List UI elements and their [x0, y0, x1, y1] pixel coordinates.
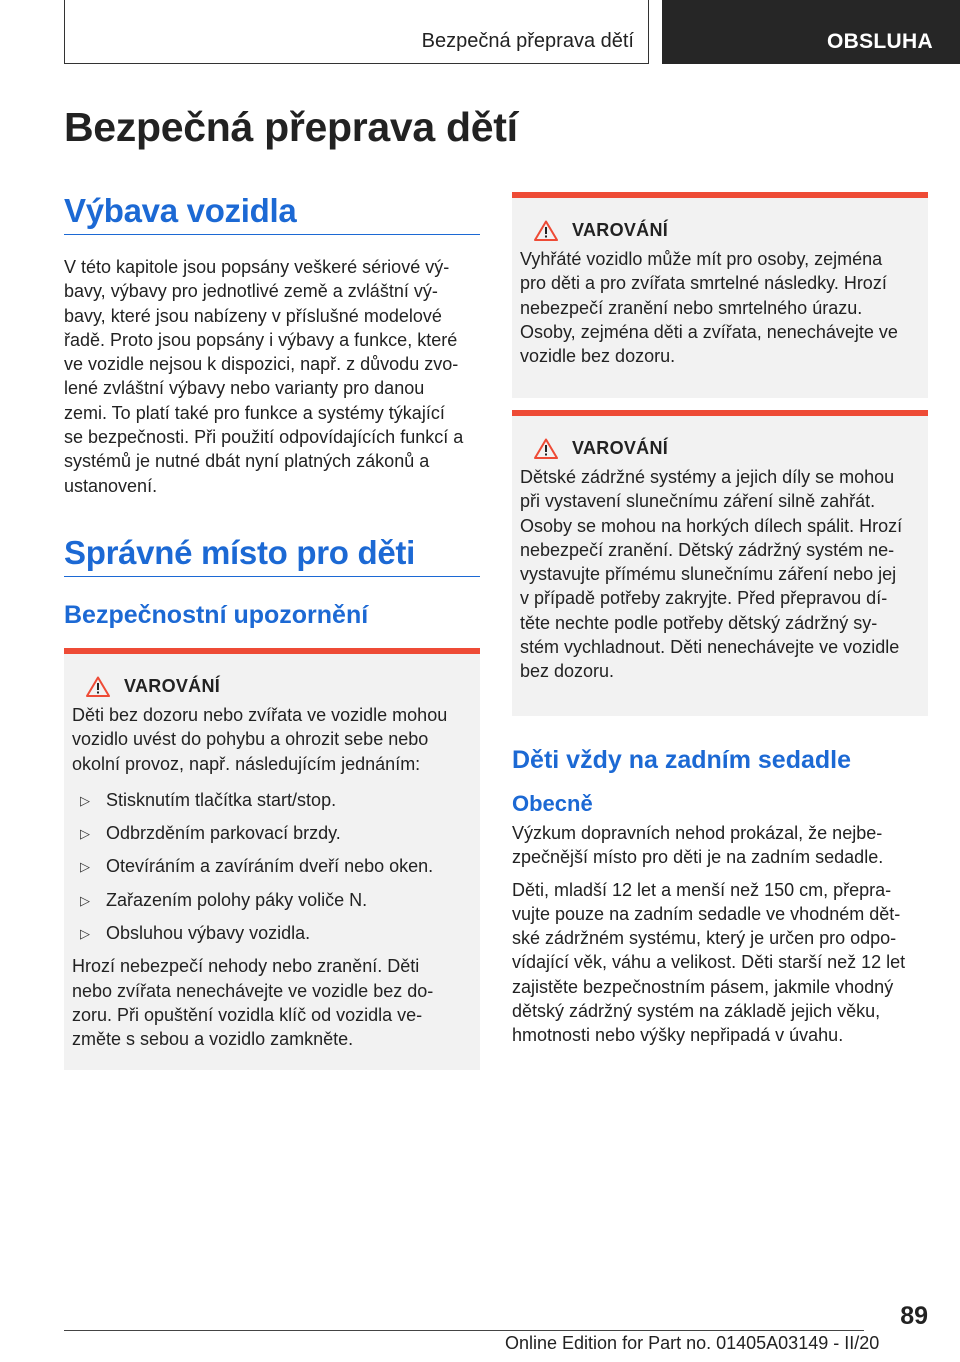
- warning-triangle-icon: [86, 676, 110, 697]
- triangle-right-icon: ▷: [80, 892, 90, 908]
- heading-spravne-misto: Správné místo pro děti: [64, 533, 415, 571]
- warning-triangle-icon: [534, 220, 558, 241]
- list-item: ▷ Zařazením polohy páky voliče N.: [80, 888, 472, 913]
- heading-vybava-wrap: [64, 192, 480, 235]
- warning-title: VAROVÁNÍ: [124, 675, 221, 696]
- warning-triangle-icon: [534, 438, 558, 459]
- header-chapter-label: OBSLUHA: [827, 30, 933, 53]
- triangle-right-icon: ▷: [80, 826, 90, 842]
- list-item: ▷ Stisknutím tlačítka start/stop.: [80, 788, 472, 813]
- warning-title: VAROVÁNÍ: [572, 438, 669, 458]
- heading-misto-wrap: [64, 534, 480, 577]
- page-number: 89: [900, 1302, 928, 1330]
- page-title: Bezpečná přeprava dětí: [64, 104, 518, 150]
- warning-intro: Děti bez dozoru nebo zvířata ve vozidle mohou vozidlo uvést do pohybu a ohrozit sebe nebo okolní provoz, např. následujícím jednáním:: [72, 704, 448, 774]
- header-section-box: [64, 0, 649, 64]
- header-section-title: Bezpečná přeprava dětí: [421, 30, 634, 52]
- warning-title: VAROVÁNÍ: [572, 220, 669, 240]
- warning-box-heat: [512, 192, 928, 398]
- warning-box-sun: [512, 410, 928, 716]
- list-item: ▷ Odbrzděním parkovací brzdy.: [80, 821, 472, 846]
- footer-rule: [64, 1330, 864, 1331]
- header-chapter-tab: [662, 0, 960, 64]
- heading-deti-zadni-sedadlo: Děti vždy na zadním sedadle: [512, 746, 851, 774]
- paragraph-vybava: V této kapitole jsou popsány veškeré sériové vý- bavy, výbavy pro jednotlivé země a zvláštní vý- bavy, které jsou nabízeny v příslušné modelové řadě. Proto jsou popsány i výbavy a funkce, které ve vozidle nejsou k dispozici, např. z důvodu zvo- lené zvláštní výbavy nebo varianty pro danou zemi. To platí také pro funkce a systémy týkající se bezpečnosti. Při použití odpovídajících funkcí a systémů je nutné dbát nyní platných zákonů a ustanovení.: [64, 257, 464, 496]
- triangle-right-icon: ▷: [80, 926, 90, 942]
- warning-header: [86, 676, 472, 697]
- right-column: [512, 192, 928, 1048]
- footer-edition: Online Edition for Part no. 01405A03149 - II/20: [505, 1333, 880, 1353]
- left-column: [64, 192, 480, 1070]
- heading-vybava-vozidla: Výbava vozidla: [64, 192, 297, 229]
- warning-box-left: [64, 648, 480, 1070]
- warning-sun-text: Dětské zádržné systémy a jejich díly se mohou při vystavení slunečnímu záření silně zahřát. Osoby se mohou na horkých dílech spálit. Hrozí nebezpečí zranění. Dětský zádržný systém ne- vystavujte přímému slunečnímu záření nebo jej v případě potřeby zakryjte. Před přepravou dí- těte nechte podle potřeby dětský zádržný sy- stém vychladnout. Děti nenechávejte ve vozidle bez dozoru.: [520, 467, 903, 682]
- warning-header: [534, 438, 920, 459]
- warning-outro: Hrozí nebezpečí nehody nebo zranění. Děti nebo zvířata nenechávejte ve vozidle bez do- zoru. Při opuštění vozidla klíč od vozidla ve- změte s sebou a vozidlo zamkněte.: [72, 956, 434, 1050]
- heading-bezpecnostni-upozorneni: Bezpečnostní upozornění: [64, 600, 369, 629]
- paragraph-deti-mladsi: Děti, mladší 12 let a menší než 150 cm, přepra- vujte pouze na zadním sedadle ve vhodném dět- ské zádržném systému, který je určen pro odpo- vídající věk, váhu a velikost. Děti starší než 12 let zajistěte bezpečnostním pásem, jakmile vhodný dětský zádržný systém na základě jejich věku, hmotnosti nebo výšky nepřipadá v úvahu.: [512, 879, 906, 1046]
- heading-obecne: Obecně: [512, 791, 593, 816]
- warning-header: [534, 220, 920, 241]
- warning-bullet-list: [80, 788, 472, 946]
- list-item: ▷ Otevíráním a zavíráním dveří nebo oken.: [80, 854, 472, 879]
- triangle-right-icon: ▷: [80, 859, 90, 875]
- warning-heat-text: Vyhřáté vozidlo může mít pro osoby, zejména pro děti a pro zvířata smrtelné následky. Hrozí nebezpečí zranění nebo smrtelného úrazu. Osoby, zejména děti a zvířata, nenechávejte ve vozidle bez dozoru.: [520, 249, 898, 367]
- list-item: ▷ Obsluhou výbavy vozidla.: [80, 921, 472, 946]
- paragraph-vyzkum: Výzkum dopravních nehod prokázal, že nejbe- zpečnější místo pro děti je na zadním sedadle.: [512, 823, 884, 868]
- triangle-right-icon: ▷: [80, 792, 90, 808]
